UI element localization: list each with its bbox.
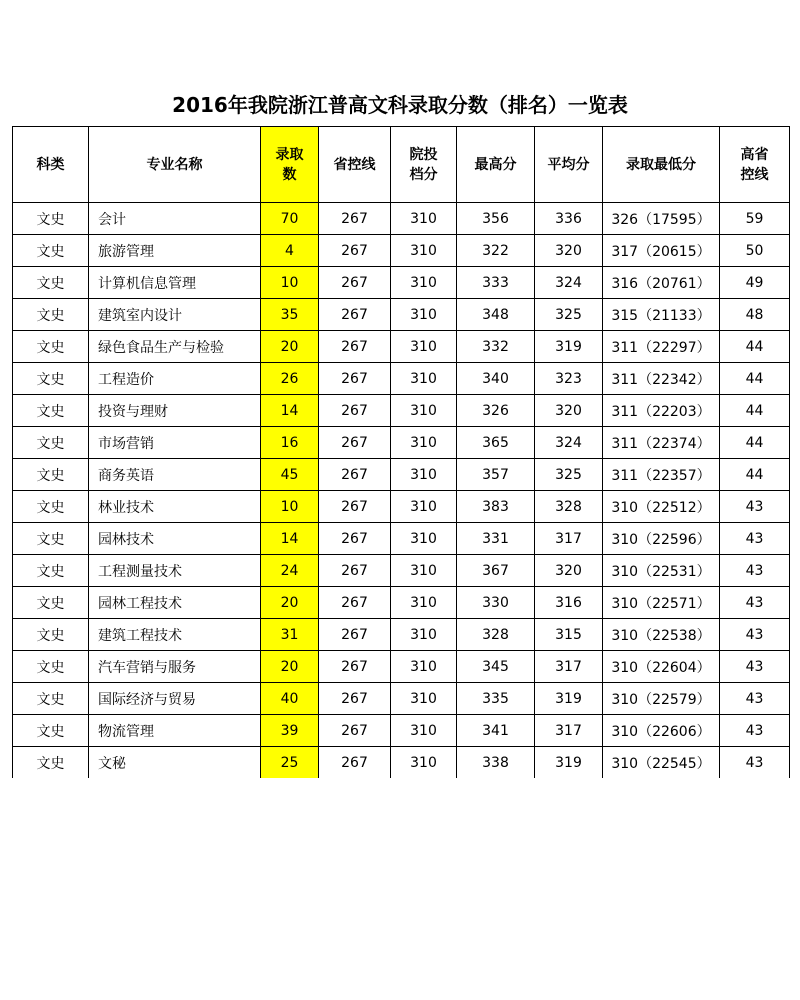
filing-score-cell: 310	[391, 459, 457, 491]
above-line-cell: 44	[720, 459, 790, 491]
average-score-cell: 328	[535, 491, 603, 523]
highest-score-cell: 330	[457, 587, 535, 619]
table-row	[13, 683, 790, 715]
above-line-cell: 43	[720, 523, 790, 555]
major-name-cell: 园林技术	[89, 523, 261, 555]
highest-score-cell: 340	[457, 363, 535, 395]
lowest-score-rank-cell: 310（22512）	[603, 491, 720, 523]
table-row	[13, 587, 790, 619]
lowest-score-rank-cell: 311（22374）	[603, 427, 720, 459]
filing-score-cell: 310	[391, 235, 457, 267]
major-name-cell: 旅游管理	[89, 235, 261, 267]
major-name-cell: 计算机信息管理	[89, 267, 261, 299]
header-provincial-line: 省控线	[319, 127, 391, 203]
highest-score-cell: 365	[457, 427, 535, 459]
highest-score-cell: 383	[457, 491, 535, 523]
header-major-name: 专业名称	[89, 127, 261, 203]
admitted-count-cell: 14	[261, 395, 319, 427]
average-score-cell: 319	[535, 683, 603, 715]
above-line-cell: 44	[720, 331, 790, 363]
table-row	[13, 299, 790, 331]
category-cell: 文史	[13, 715, 89, 747]
above-line-cell: 49	[720, 267, 790, 299]
table-row	[13, 715, 790, 747]
highest-score-cell: 367	[457, 555, 535, 587]
filing-score-cell: 310	[391, 683, 457, 715]
table-row	[13, 459, 790, 491]
category-cell: 文史	[13, 235, 89, 267]
average-score-cell: 324	[535, 427, 603, 459]
provincial-line-cell: 267	[319, 203, 391, 235]
major-name-cell: 园林工程技术	[89, 587, 261, 619]
average-score-cell: 319	[535, 331, 603, 363]
highest-score-cell: 356	[457, 203, 535, 235]
category-cell: 文史	[13, 651, 89, 683]
highest-score-cell: 348	[457, 299, 535, 331]
filing-score-cell: 310	[391, 331, 457, 363]
admitted-count-cell: 24	[261, 555, 319, 587]
lowest-score-rank-cell: 310（22596）	[603, 523, 720, 555]
lowest-score-rank-cell: 310（22571）	[603, 587, 720, 619]
filing-score-cell: 310	[391, 715, 457, 747]
lowest-score-rank-cell: 317（20615）	[603, 235, 720, 267]
admitted-count-cell: 31	[261, 619, 319, 651]
lowest-score-rank-cell: 311（22203）	[603, 395, 720, 427]
provincial-line-cell: 267	[319, 683, 391, 715]
table-row	[13, 651, 790, 683]
category-cell: 文史	[13, 267, 89, 299]
major-name-cell: 物流管理	[89, 715, 261, 747]
major-name-cell: 市场营销	[89, 427, 261, 459]
provincial-line-cell: 267	[319, 651, 391, 683]
category-cell: 文史	[13, 555, 89, 587]
major-name-cell: 工程测量技术	[89, 555, 261, 587]
admitted-count-cell: 40	[261, 683, 319, 715]
highest-score-cell: 335	[457, 683, 535, 715]
table-row	[13, 235, 790, 267]
admitted-count-cell: 10	[261, 267, 319, 299]
category-cell: 文史	[13, 683, 89, 715]
admitted-count-cell: 20	[261, 651, 319, 683]
provincial-line-cell: 267	[319, 427, 391, 459]
provincial-line-cell: 267	[319, 395, 391, 427]
average-score-cell: 323	[535, 363, 603, 395]
above-line-cell: 59	[720, 203, 790, 235]
category-cell: 文史	[13, 331, 89, 363]
above-line-cell: 43	[720, 619, 790, 651]
filing-score-cell: 310	[391, 587, 457, 619]
lowest-score-rank-cell: 310（22606）	[603, 715, 720, 747]
lowest-score-rank-cell: 310（22545）	[603, 747, 720, 779]
average-score-cell: 319	[535, 747, 603, 779]
highest-score-cell: 332	[457, 331, 535, 363]
above-line-cell: 43	[720, 651, 790, 683]
above-line-cell: 44	[720, 427, 790, 459]
lowest-score-rank-cell: 326（17595）	[603, 203, 720, 235]
admitted-count-cell: 45	[261, 459, 319, 491]
filing-score-cell: 310	[391, 651, 457, 683]
provincial-line-cell: 267	[319, 363, 391, 395]
above-line-cell: 43	[720, 715, 790, 747]
lowest-score-rank-cell: 316（20761）	[603, 267, 720, 299]
table-row	[13, 363, 790, 395]
table-row	[13, 747, 790, 779]
major-name-cell: 林业技术	[89, 491, 261, 523]
provincial-line-cell: 267	[319, 619, 391, 651]
provincial-line-cell: 267	[319, 587, 391, 619]
category-cell: 文史	[13, 395, 89, 427]
header-average-score: 平均分	[535, 127, 603, 203]
admitted-count-cell: 39	[261, 715, 319, 747]
average-score-cell: 320	[535, 395, 603, 427]
provincial-line-cell: 267	[319, 523, 391, 555]
average-score-cell: 317	[535, 651, 603, 683]
average-score-cell: 317	[535, 523, 603, 555]
above-line-cell: 44	[720, 363, 790, 395]
filing-score-cell: 310	[391, 395, 457, 427]
provincial-line-cell: 267	[319, 555, 391, 587]
filing-score-cell: 310	[391, 619, 457, 651]
above-line-cell: 43	[720, 491, 790, 523]
table-row	[13, 427, 790, 459]
lowest-score-rank-cell: 310（22579）	[603, 683, 720, 715]
filing-score-cell: 310	[391, 427, 457, 459]
table-row	[13, 555, 790, 587]
header-lowest-score: 录取最低分	[603, 127, 720, 203]
category-cell: 文史	[13, 427, 89, 459]
admitted-count-cell: 25	[261, 747, 319, 779]
lowest-score-rank-cell: 311（22357）	[603, 459, 720, 491]
table-row	[13, 331, 790, 363]
category-cell: 文史	[13, 523, 89, 555]
above-line-cell: 48	[720, 299, 790, 331]
filing-score-cell: 310	[391, 523, 457, 555]
above-line-cell: 43	[720, 587, 790, 619]
filing-score-cell: 310	[391, 747, 457, 779]
admitted-count-cell: 35	[261, 299, 319, 331]
admitted-count-cell: 70	[261, 203, 319, 235]
admitted-count-cell: 4	[261, 235, 319, 267]
admitted-count-cell: 26	[261, 363, 319, 395]
highest-score-cell: 331	[457, 523, 535, 555]
above-line-cell: 43	[720, 747, 790, 779]
admitted-count-cell: 20	[261, 587, 319, 619]
filing-score-cell: 310	[391, 299, 457, 331]
page-title: 2016年我院浙江普高文科录取分数（排名）一览表	[172, 93, 628, 117]
admitted-count-cell: 10	[261, 491, 319, 523]
average-score-cell: 325	[535, 299, 603, 331]
highest-score-cell: 333	[457, 267, 535, 299]
average-score-cell: 320	[535, 235, 603, 267]
lowest-score-rank-cell: 310（22538）	[603, 619, 720, 651]
table-row	[13, 395, 790, 427]
header-category: 科类	[13, 127, 89, 203]
category-cell: 文史	[13, 299, 89, 331]
provincial-line-cell: 267	[319, 715, 391, 747]
category-cell: 文史	[13, 619, 89, 651]
average-score-cell: 325	[535, 459, 603, 491]
highest-score-cell: 341	[457, 715, 535, 747]
lowest-score-rank-cell: 310（22531）	[603, 555, 720, 587]
highest-score-cell: 345	[457, 651, 535, 683]
highest-score-cell: 338	[457, 747, 535, 779]
average-score-cell: 316	[535, 587, 603, 619]
highest-score-cell: 326	[457, 395, 535, 427]
filing-score-cell: 310	[391, 555, 457, 587]
major-name-cell: 国际经济与贸易	[89, 683, 261, 715]
admitted-count-cell: 16	[261, 427, 319, 459]
table-row	[13, 267, 790, 299]
category-cell: 文史	[13, 491, 89, 523]
category-cell: 文史	[13, 363, 89, 395]
admission-scores-table	[12, 126, 790, 778]
average-score-cell: 324	[535, 267, 603, 299]
provincial-line-cell: 267	[319, 747, 391, 779]
major-name-cell: 商务英语	[89, 459, 261, 491]
category-cell: 文史	[13, 203, 89, 235]
filing-score-cell: 310	[391, 491, 457, 523]
header-highest-score: 最高分	[457, 127, 535, 203]
highest-score-cell: 322	[457, 235, 535, 267]
category-cell: 文史	[13, 747, 89, 779]
table-row	[13, 619, 790, 651]
provincial-line-cell: 267	[319, 267, 391, 299]
table-header-row	[13, 127, 790, 203]
highest-score-cell: 328	[457, 619, 535, 651]
above-line-cell: 44	[720, 395, 790, 427]
major-name-cell: 建筑工程技术	[89, 619, 261, 651]
header-admitted-count: 录取 数	[261, 127, 319, 203]
provincial-line-cell: 267	[319, 299, 391, 331]
major-name-cell: 汽车营销与服务	[89, 651, 261, 683]
filing-score-cell: 310	[391, 267, 457, 299]
average-score-cell: 315	[535, 619, 603, 651]
major-name-cell: 投资与理财	[89, 395, 261, 427]
average-score-cell: 336	[535, 203, 603, 235]
header-filing-score: 院投 档分	[391, 127, 457, 203]
major-name-cell: 建筑室内设计	[89, 299, 261, 331]
admitted-count-cell: 14	[261, 523, 319, 555]
provincial-line-cell: 267	[319, 331, 391, 363]
table-row	[13, 523, 790, 555]
category-cell: 文史	[13, 587, 89, 619]
provincial-line-cell: 267	[319, 235, 391, 267]
highest-score-cell: 357	[457, 459, 535, 491]
major-name-cell: 绿色食品生产与检验	[89, 331, 261, 363]
average-score-cell: 320	[535, 555, 603, 587]
filing-score-cell: 310	[391, 363, 457, 395]
provincial-line-cell: 267	[319, 491, 391, 523]
filing-score-cell: 310	[391, 203, 457, 235]
average-score-cell: 317	[535, 715, 603, 747]
category-cell: 文史	[13, 459, 89, 491]
lowest-score-rank-cell: 310（22604）	[603, 651, 720, 683]
admitted-count-cell: 20	[261, 331, 319, 363]
above-line-cell: 50	[720, 235, 790, 267]
provincial-line-cell: 267	[319, 459, 391, 491]
header-above-line: 高省 控线	[720, 127, 790, 203]
lowest-score-rank-cell: 315（21133）	[603, 299, 720, 331]
lowest-score-rank-cell: 311（22297）	[603, 331, 720, 363]
above-line-cell: 43	[720, 555, 790, 587]
table-row	[13, 491, 790, 523]
lowest-score-rank-cell: 311（22342）	[603, 363, 720, 395]
major-name-cell: 文秘	[89, 747, 261, 779]
major-name-cell: 会计	[89, 203, 261, 235]
table-row	[13, 203, 790, 235]
major-name-cell: 工程造价	[89, 363, 261, 395]
above-line-cell: 43	[720, 683, 790, 715]
